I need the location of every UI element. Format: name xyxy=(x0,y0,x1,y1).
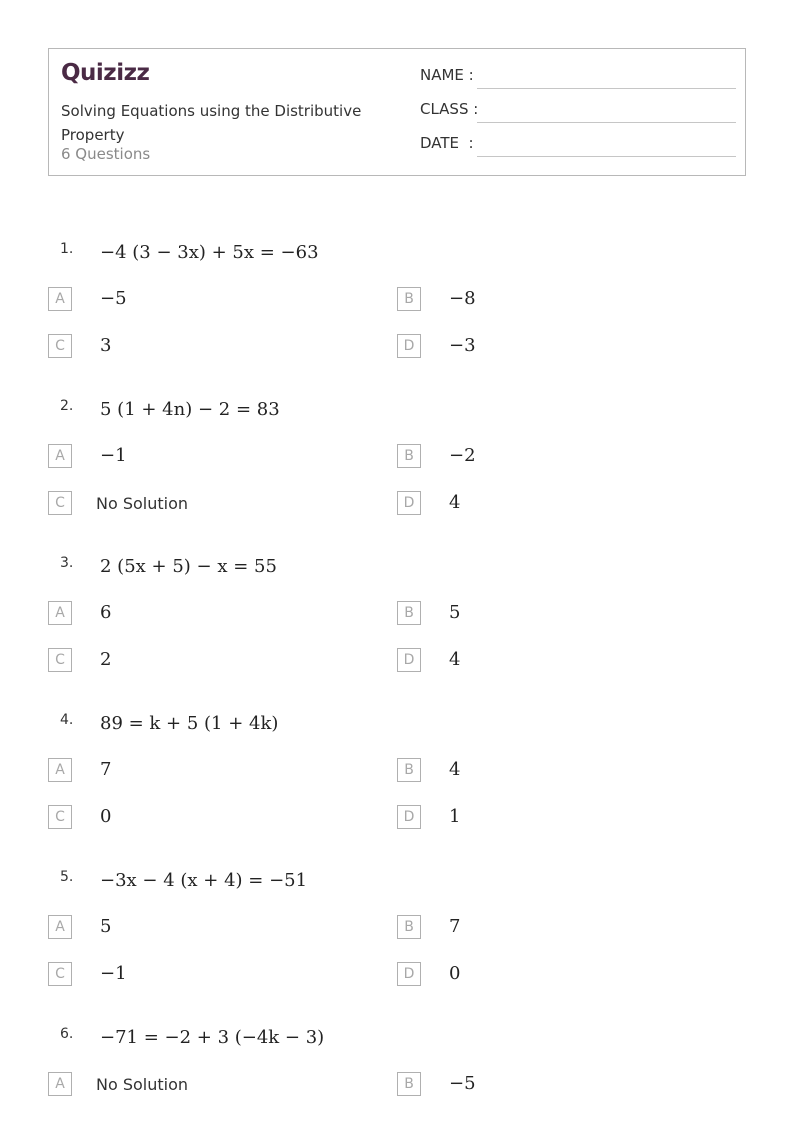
option-letter-box[interactable]: D xyxy=(397,491,421,515)
name-line[interactable] xyxy=(477,88,736,89)
option-text: 7 xyxy=(100,759,112,780)
option-text: 1 xyxy=(449,806,461,827)
option-text: 5 xyxy=(100,916,112,937)
question-1 xyxy=(0,241,794,398)
question-number: 5. xyxy=(60,869,74,885)
name-label: NAME : xyxy=(420,66,474,84)
option-text: 0 xyxy=(100,806,112,827)
option-text: −8 xyxy=(449,288,476,309)
option-text: −5 xyxy=(100,288,127,309)
option-letter-box[interactable]: C xyxy=(48,648,72,672)
option-letter-box[interactable]: D xyxy=(397,962,421,986)
option-letter-box[interactable]: A xyxy=(48,287,72,311)
date-label: DATE : xyxy=(420,134,474,152)
option-letter-box[interactable]: A xyxy=(48,1072,72,1096)
question-equation: 2 (5x + 5) − x = 55 xyxy=(100,556,277,577)
option-text: 6 xyxy=(100,602,112,623)
question-2 xyxy=(0,398,794,555)
option-letter-box[interactable]: B xyxy=(397,915,421,939)
option-letter-box[interactable]: C xyxy=(48,962,72,986)
quizizz-logo: Quizizz xyxy=(61,60,150,86)
option-letter-box[interactable]: D xyxy=(397,648,421,672)
option-text: 7 xyxy=(449,916,461,937)
option-letter-box[interactable]: B xyxy=(397,287,421,311)
option-letter-box[interactable]: C xyxy=(48,334,72,358)
option-letter-box[interactable]: A xyxy=(48,444,72,468)
option-text: −1 xyxy=(100,963,127,984)
question-equation: −71 = −2 + 3 (−4k − 3) xyxy=(100,1027,325,1048)
option-text: 4 xyxy=(449,492,461,513)
question-number: 6. xyxy=(60,1026,74,1042)
option-text: −2 xyxy=(449,445,476,466)
option-text: 0 xyxy=(449,963,461,984)
question-count: 6 Questions xyxy=(61,145,151,163)
option-letter-box[interactable]: D xyxy=(397,334,421,358)
option-text: 5 xyxy=(449,602,461,623)
option-letter-box[interactable]: B xyxy=(397,1072,421,1096)
worksheet-header xyxy=(48,48,746,176)
option-text: 4 xyxy=(449,649,461,670)
option-text: 3 xyxy=(100,335,112,356)
option-letter-box[interactable]: D xyxy=(397,805,421,829)
question-equation: 89 = k + 5 (1 + 4k) xyxy=(100,713,279,734)
question-equation: 5 (1 + 4n) − 2 = 83 xyxy=(100,399,280,420)
option-letter-box[interactable]: C xyxy=(48,805,72,829)
option-letter-box[interactable]: A xyxy=(48,758,72,782)
option-letter-box[interactable]: C xyxy=(48,491,72,515)
date-field[interactable] xyxy=(420,134,735,158)
question-3 xyxy=(0,555,794,712)
option-letter-box[interactable]: A xyxy=(48,601,72,625)
question-equation: −3x − 4 (x + 4) = −51 xyxy=(100,870,308,891)
class-line[interactable] xyxy=(477,122,736,123)
question-number: 2. xyxy=(60,398,74,414)
name-field[interactable] xyxy=(420,66,735,90)
question-equation: −4 (3 − 3x) + 5x = −63 xyxy=(100,242,319,263)
option-text: 2 xyxy=(100,649,112,670)
date-line[interactable] xyxy=(477,156,736,157)
option-text: No Solution xyxy=(96,1075,189,1094)
option-letter-box[interactable]: B xyxy=(397,601,421,625)
option-text: No Solution xyxy=(96,494,189,513)
question-5 xyxy=(0,869,794,1026)
option-letter-box[interactable]: B xyxy=(397,758,421,782)
option-letter-box[interactable]: A xyxy=(48,915,72,939)
question-number: 1. xyxy=(60,241,74,257)
question-6 xyxy=(0,1026,794,1123)
option-letter-box[interactable]: B xyxy=(397,444,421,468)
class-field[interactable] xyxy=(420,100,735,124)
class-label: CLASS : xyxy=(420,100,479,118)
question-number: 4. xyxy=(60,712,74,728)
option-text: −3 xyxy=(449,335,476,356)
option-text: −5 xyxy=(449,1073,476,1094)
worksheet-title: Solving Equations using the Distributive Property xyxy=(61,102,362,144)
option-text: −1 xyxy=(100,445,127,466)
question-number: 3. xyxy=(60,555,74,571)
option-text: 4 xyxy=(449,759,461,780)
question-4 xyxy=(0,712,794,869)
